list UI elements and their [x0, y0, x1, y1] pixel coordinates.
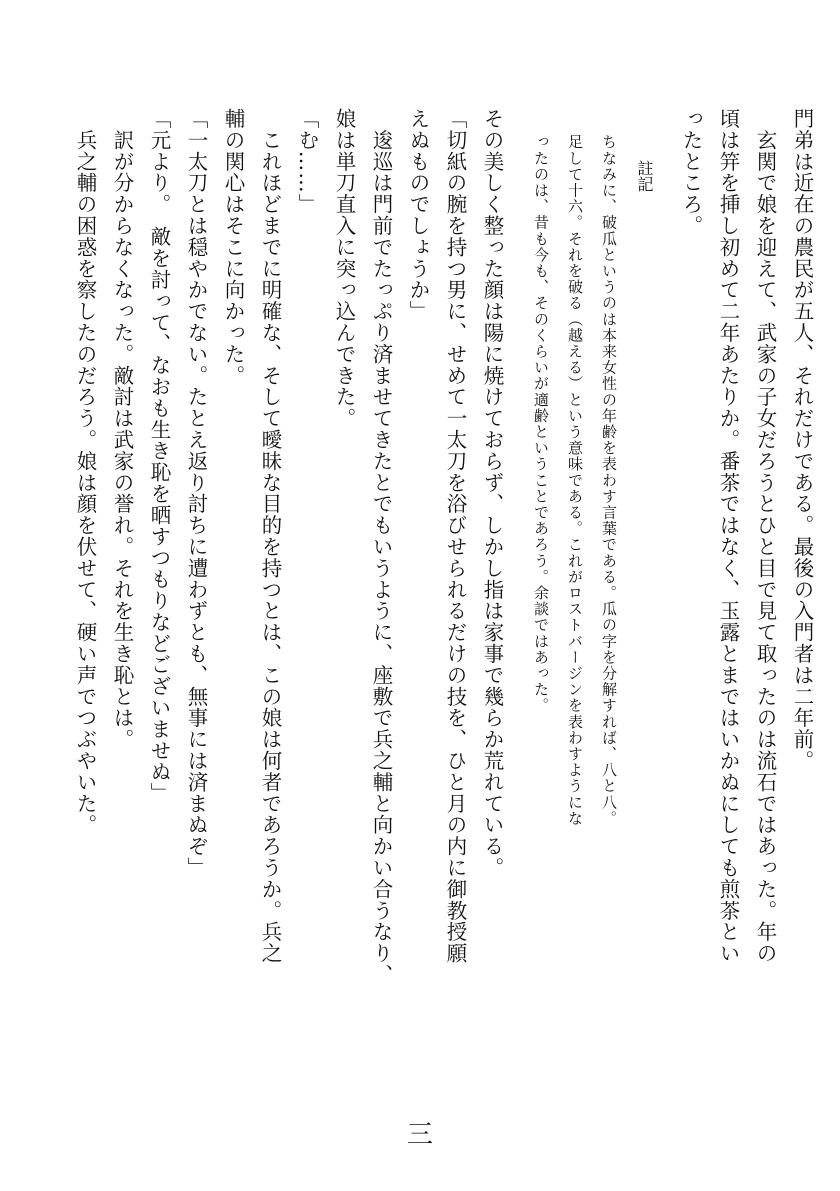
body-text-column: 「一太刀とは穏やかでない。たとえ返り討ちに遭わずとも、無事には済まぬぞ」 — [184, 108, 208, 879]
note-heading: 註記 — [635, 160, 654, 192]
body-text-column: 門弟は近在の農民が五人、それだけである。最後の入門者は二年前。 — [790, 108, 814, 772]
body-text-column: 輔の関心はそこに向かった。 — [221, 108, 245, 387]
body-text-column: 娘は単刀直入に突っ込んできた。 — [332, 108, 356, 429]
body-text-column: その美しく整った顔は陽に焼けておらず、しかし指は家事で幾らか荒れている。 — [480, 108, 504, 879]
body-text-column: 「元より。 敵を討って、なおも生き恥を晒すつもりなどございませぬ」 — [147, 108, 171, 804]
note-text-column: ったのは、昔も今も、そのくらいが適齢ということであろう。余談ではあった。 — [532, 134, 550, 714]
body-text-column: ったところ。 — [679, 108, 703, 237]
body-text-column: 訳が分からなくなった。敵討は武家の誉れ。それを生き恥とは。 — [110, 108, 134, 750]
body-text-column: 逡巡は門前でたっぷり済ませてきたとでもいうように、座敷で兵之輔と向かい合うなり、 — [369, 108, 393, 986]
body-text-column: 「む……」 — [295, 108, 319, 215]
vertical-text-columns — [58, 108, 812, 1068]
body-text-column: えぬものでしょうか」 — [406, 108, 430, 322]
body-text-column: 頃は笄を挿し初めて二年あたりか。番茶ではなく、玉露とまではいかぬにしても煎茶とい — [716, 108, 740, 964]
body-text-column: 兵之輔の困惑を察したのだろう。娘は顔を伏せて、硬い声でつぶやいた。 — [73, 108, 97, 836]
note-text-column: ちなみに、破瓜というのは本来女性の年齢を表わす言葉である。瓜の字を分解すれば、八と八。 — [600, 134, 618, 827]
note-text-column: 足して十六。それを破る（越える）という意味である。これがロストバージンを表わすようにな — [566, 134, 584, 827]
body-text-column: これほどまでに明確な、そして曖昧な目的を持つとは、この娘は何者であろうか。兵之 — [258, 108, 282, 964]
body-text-column: 「切紙の腕を持つ男に、せめて一太刀を浴びせられるだけの技を、ひと月の内に御教授願 — [443, 108, 467, 964]
body-text-column: 玄関で娘を迎えて、武家の子女だろうとひと目で見て取ったのは流石ではあった。年の — [753, 108, 777, 964]
page-number: 三 — [406, 1120, 433, 1150]
